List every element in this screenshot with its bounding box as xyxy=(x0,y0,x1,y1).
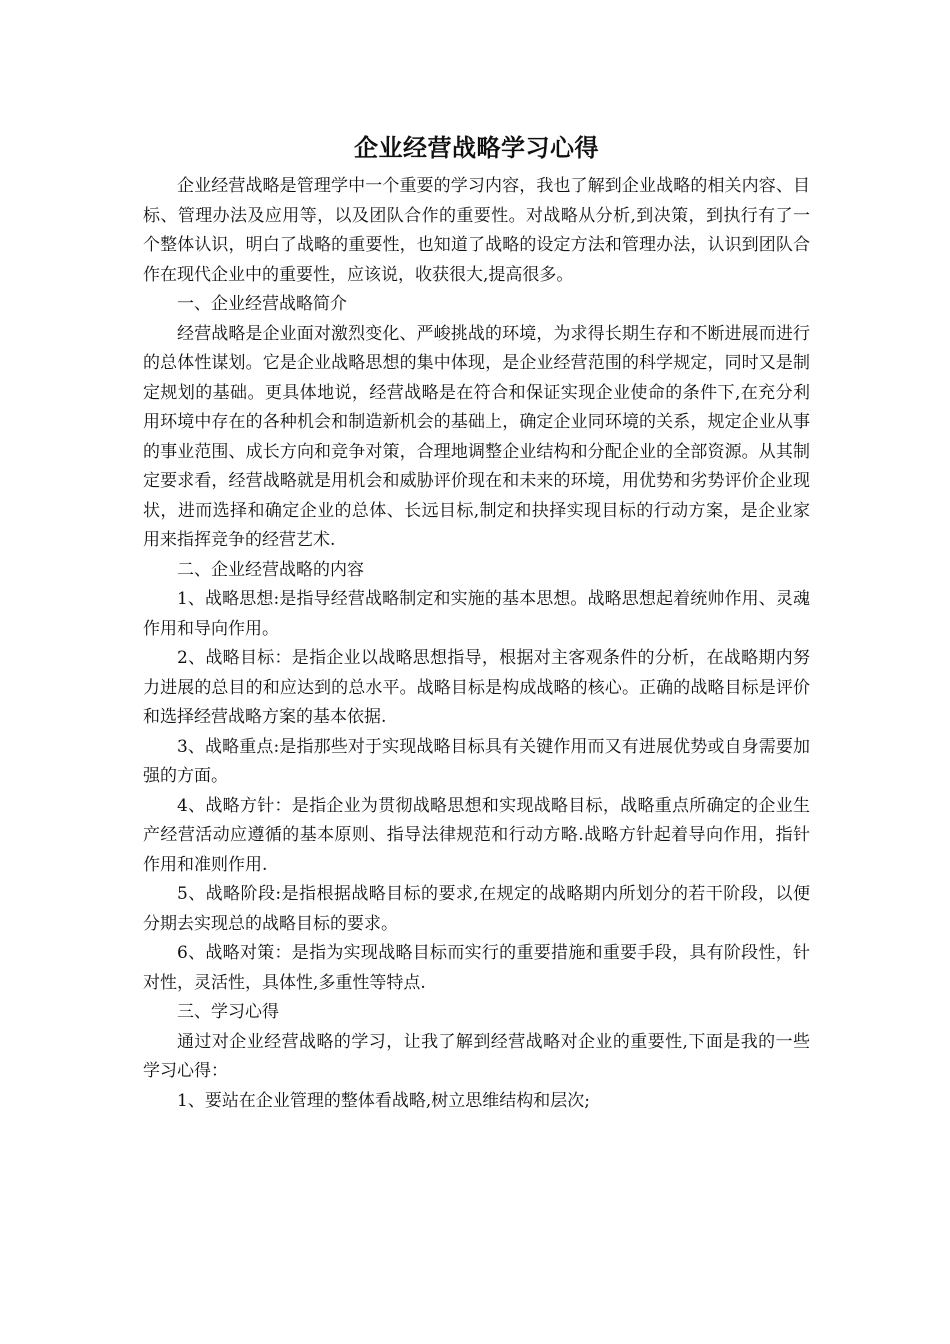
list-item-strategy-countermeasure: 6、战略对策：是指为实现战略目标而实行的重要措施和重要手段，具有阶段性，针对性，灵活性，具体性,多重性等特点. xyxy=(143,943,810,993)
list-item-strategy-thought: 1、战略思想:是指导经营战略制定和实施的基本思想。战略思想起着统帅作用、灵魂作用和导向作用。 xyxy=(143,589,810,639)
section-heading-3: 三、学习心得 xyxy=(177,1002,279,1022)
section-heading-2: 二、企业经营战略的内容 xyxy=(177,559,364,580)
list-item-strategy-policy: 4、战略方针：是指企业为贯彻战略思想和实现战略目标，战略重点所确定的企业生产经营活动应遵循的基本原则、指导法律规范和行动方略.战略方针起着导向作用，指针作用和准则作用. xyxy=(143,795,810,875)
list-item-learning-1: 1、要站在企业管理的整体看战略,树立思维结构和层次; xyxy=(177,1090,590,1111)
list-item-strategy-focus: 3、战略重点:是指那些对于实现战略目标具有关键作用而又有进展优势或自身需要加强的方面。 xyxy=(143,736,810,786)
document-body xyxy=(143,130,810,1116)
section-heading-1: 一、企业经营战略简介 xyxy=(177,294,347,314)
list-item-strategy-goal: 2、战略目标：是指企业以战略思想指导，根据对主客观条件的分析，在战略期内努力进展的总目的和应达到的总水平。战略目标是构成战略的核心。正确的战略目标是评价和选择经营战略方案的基本依据. xyxy=(143,648,810,727)
paragraph-intro: 企业经营战略是管理学中一个重要的学习内容，我也了解到企业战略的相关内容、目标、管理办法及应用等，以及团队合作的重要性。对战略从分析,到决策，到执行有了一个整体认识，明白了战略的重要性，也知道了战略的设定方法和管理办法，认识到团队合作在现代企业中的重要性，应该说，收获很大,提高很多。 xyxy=(143,176,810,285)
paragraph-strategy-definition: 经营战略是企业面对激烈变化、严峻挑战的环境，为求得长期生存和不断进展而进行的总体性谋划。它是企业战略思想的集中体现，是企业经营范围的科学规定，同时又是制定规划的基础。更具体地说，经营战略是在符合和保证实现企业使命的条件下,在充分利用环境中存在的各种机会和制造新机会的基础上，确定企业同环境的关系，规定企业从事的事业范围、成长方向和竞争对策，合理地调整企业结构和分配企业的全部资源。从其制定要求看，经营战略就是用机会和威胁评价现在和未来的环境，用优势和劣势评价企业现状，进而选择和确定企业的总体、长远目标,制定和抉择实现目标的行动方案，是企业家用来指挥竞争的经营艺术. xyxy=(143,323,810,550)
document-title: 企业经营战略学习心得 xyxy=(354,133,599,162)
list-item-strategy-stage: 5、战略阶段:是指根据战略目标的要求,在规定的战略期内所划分的若干阶段，以便分期去实现总的战略目标的要求。 xyxy=(143,884,810,934)
paragraph-learning-intro: 通过对企业经营战略的学习，让我了解到经营战略对企业的重要性,下面是我的一些学习心得： xyxy=(143,1031,810,1081)
